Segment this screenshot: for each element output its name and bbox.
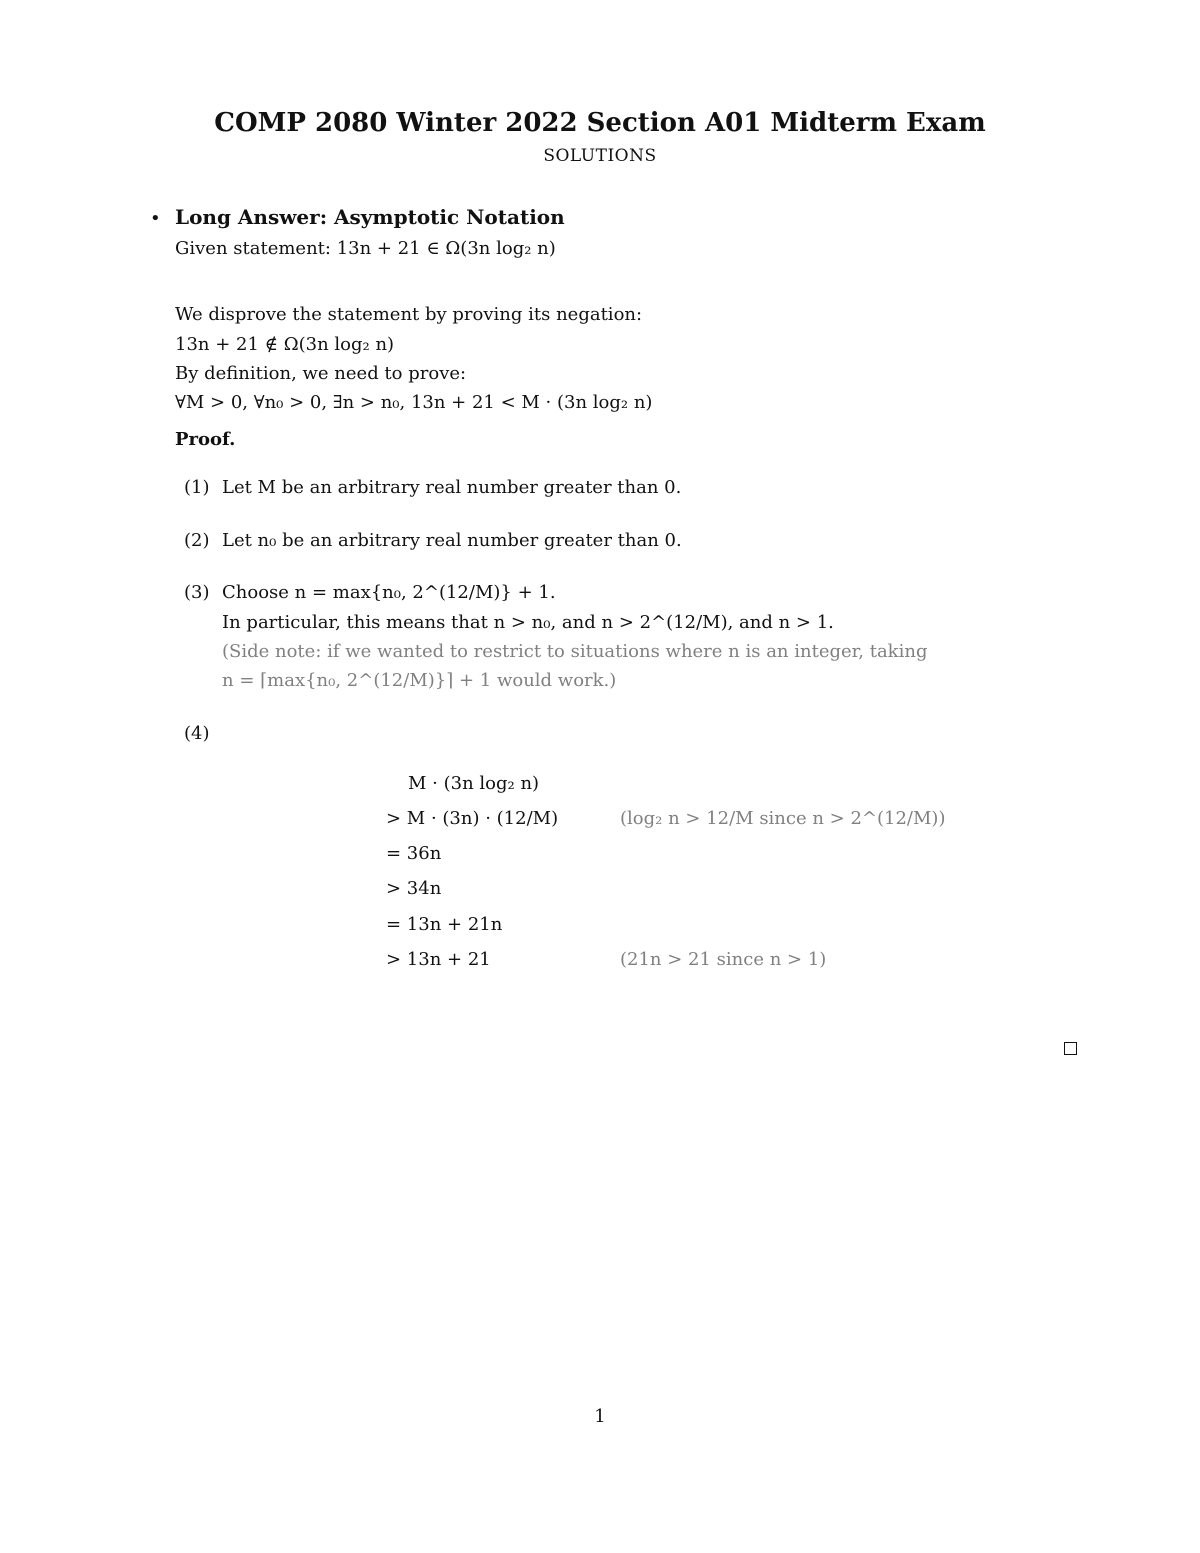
step-number: (2) <box>184 530 210 551</box>
bullet-marker: • <box>150 208 161 229</box>
derivation-expression: > 13n + 21 <box>386 949 491 970</box>
step-text-continued: In particular, this means that n > n₀, and n > 2^(12/M), and n > 1. <box>222 612 834 633</box>
page-subtitle: SOLUTIONS <box>543 146 657 166</box>
quantified-statement: ∀M > 0, ∀n₀ > 0, ∃n > n₀, 13n + 21 < M · (3n log₂ n) <box>175 392 653 413</box>
derivation-expression: M · (3n log₂ n) <box>408 773 540 794</box>
step-text: Let n₀ be an arbitrary real number greater than 0. <box>222 530 682 551</box>
derivation-justification: (21n > 21 since n > 1) <box>620 949 827 970</box>
negation-statement: 13n + 21 ∉ Ω(3n log₂ n) <box>175 334 395 355</box>
side-note-continued: n = ⌈max{n₀, 2^(12/M)}⌉ + 1 would work.) <box>222 670 617 691</box>
qed-square-icon <box>1064 1042 1077 1055</box>
derivation-expression: > M · (3n) · (12/M) <box>386 808 559 829</box>
derivation-expression: = 13n + 21n <box>386 914 503 935</box>
definition-text: By definition, we need to prove: <box>175 363 467 384</box>
proof-label: Proof. <box>175 429 236 450</box>
derivation-expression: > 34n <box>386 878 442 899</box>
page-title: COMP 2080 Winter 2022 Section A01 Midterm Exam <box>214 108 986 138</box>
step-number: (4) <box>184 723 210 744</box>
side-note: (Side note: if we wanted to restrict to situations where n is an integer, taking <box>222 641 928 662</box>
step-number: (1) <box>184 477 210 498</box>
step-number: (3) <box>184 582 210 603</box>
step-text: Let M be an arbitrary real number greater than 0. <box>222 477 682 498</box>
section-heading: Long Answer: Asymptotic Notation <box>175 205 565 229</box>
given-statement: Given statement: 13n + 21 ∈ Ω(3n log₂ n) <box>175 238 556 259</box>
page-number: 1 <box>594 1406 606 1427</box>
derivation-justification: (log₂ n > 12/M since n > 2^(12/M)) <box>620 808 946 829</box>
derivation-expression: = 36n <box>386 843 442 864</box>
disprove-text: We disprove the statement by proving its negation: <box>175 304 643 325</box>
step-text: Choose n = max{n₀, 2^(12/M)} + 1. <box>222 582 556 603</box>
